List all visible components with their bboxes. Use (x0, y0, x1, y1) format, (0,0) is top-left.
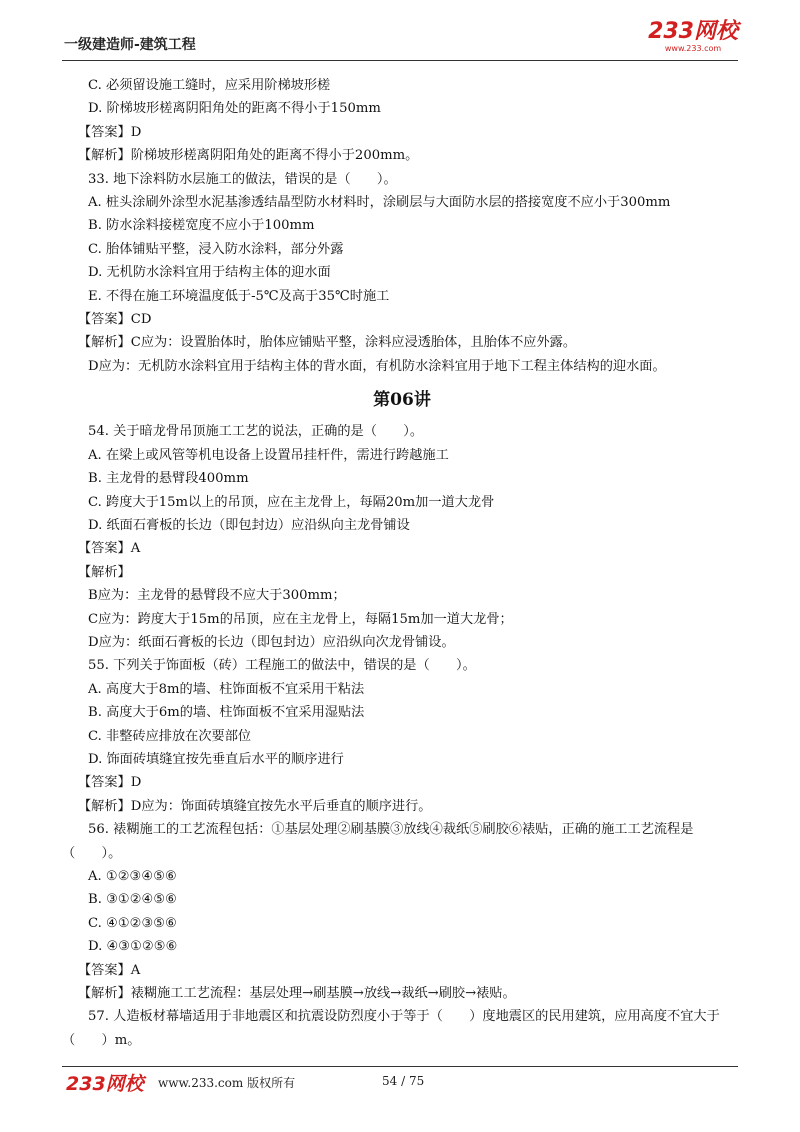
answer-line: 【答案】A (78, 541, 141, 557)
analysis-line: 【解析】裱糊施工工艺流程：基层处理→刷基膜→放线→裁纸→刷胶→裱贴。 (78, 986, 516, 1002)
question-line: 56. 裱糊施工的工艺流程包括：①基层处理②刷基膜③放线④裁纸⑤刷胶⑥裱贴，正确的施工工艺流程是（ ）。 (62, 822, 694, 861)
page-footer (62, 1066, 738, 1095)
option-line: D. ④③①②⑤⑥ (88, 939, 178, 955)
answer-line: 【答案】A (78, 962, 141, 978)
analysis-line: 【解析】D应为：饰面砖填缝宜按先水平后垂直的顺序进行。 (78, 798, 432, 814)
option-line: B. ③①②④⑤⑥ (88, 892, 178, 908)
analysis-line: B应为：主龙骨的悬臂段不应大于300mm； (88, 588, 346, 604)
analysis-line: 【解析】 (78, 564, 131, 580)
option-line: D. 纸面石膏板的长边（即包封边）应沿纵向主龙骨铺设 (88, 517, 410, 533)
question-line: 57. 人造板材幕墙适用于非地震区和抗震设防烈度小于等于（ ）度地震区的民用建筑，应用高度不宜大于（ ）m。 (62, 1009, 720, 1048)
option-line: A. 高度大于8m的墙、柱饰面板不宜采用干粘法 (88, 681, 365, 697)
option-line: D. 饰面砖填缝宜按先垂直后水平的顺序进行 (88, 751, 344, 767)
option-line: C. ④①②③⑤⑥ (88, 915, 177, 931)
option-line: B. 防水涂料接槎宽度不应小于100mm (88, 218, 315, 234)
option-line: D. 阶梯坡形槎离阴阳角处的距离不得小于150mm (88, 101, 381, 117)
option-line: D. 无机防水涂料宜用于结构主体的迎水面 (88, 265, 331, 281)
option-line: B. 高度大于6m的墙、柱饰面板不宜采用湿贴法 (88, 705, 365, 721)
option-line: C. 胎体铺贴平整，浸入防水涂料，部分外露 (88, 241, 344, 257)
logo-url: www.233.com (664, 44, 722, 53)
page-header (62, 18, 738, 61)
option-line: A. 桩头涂刷外涂型水泥基渗透结晶型防水材料时，涂刷层与大面防水层的搭接宽度不应小于300mm (88, 195, 671, 211)
document-body (62, 74, 742, 1052)
option-line: C. 必须留设施工缝时，应采用阶梯坡形槎 (88, 78, 331, 93)
copyright-text: www.233.com 版权所有 (158, 1076, 296, 1090)
analysis-line: 【解析】阶梯坡形槎离阴阳角处的距离不得小于200mm。 (78, 148, 419, 164)
answer-line: 【答案】D (78, 775, 142, 791)
option-line: C. 跨度大于15m以上的吊顶，应在主龙骨上，每隔20m加一道大龙骨 (88, 494, 495, 510)
option-line: A. 在梁上或风管等机电设备上设置吊挂杆件，需进行跨越施工 (88, 447, 449, 463)
brand-logo (648, 20, 738, 53)
section-title: 第06讲 (373, 390, 431, 411)
answer-line: 【答案】CD (78, 312, 152, 328)
question-line: 33. 地下涂料防水层施工的做法，错误的是（ ）。 (88, 171, 397, 187)
question-line: 55. 下列关于饰面板（砖）工程施工的做法中，错误的是（ ）。 (88, 658, 476, 674)
answer-line: 【答案】D (78, 124, 142, 140)
analysis-line: D应为：纸面石膏板的长边（即包封边）应沿纵向次龙骨铺设。 (88, 634, 455, 650)
analysis-line: C应为：跨度大于15m的吊顶，应在主龙骨上，每隔15m加一道大龙骨； (88, 611, 513, 627)
page-number: 54 / 75 (382, 1074, 425, 1088)
analysis-line: 【解析】C应为：设置胎体时，胎体应铺贴平整，涂料应浸透胎体，且胎体不应外露。 (78, 335, 577, 351)
logo-text: 233网校 (648, 19, 738, 44)
question-line: 54. 关于暗龙骨吊顶施工工艺的说法，正确的是（ ）。 (88, 424, 424, 440)
footer-logo: 233网校 (66, 1073, 144, 1095)
option-line: E. 不得在施工环境温度低于-5℃及高于35℃时施工 (88, 288, 390, 304)
option-line: C. 非整砖应排放在次要部位 (88, 728, 252, 744)
document-title: 一级建造师-建筑工程 (64, 37, 196, 53)
option-line: A. ①②③④⑤⑥ (88, 869, 177, 884)
option-line: B. 主龙骨的悬臂段400mm (88, 471, 249, 487)
analysis-line: D应为：无机防水涂料宜用于结构主体的背水面，有机防水涂料宜用于地下工程主体结构的迎水面。 (88, 358, 666, 374)
